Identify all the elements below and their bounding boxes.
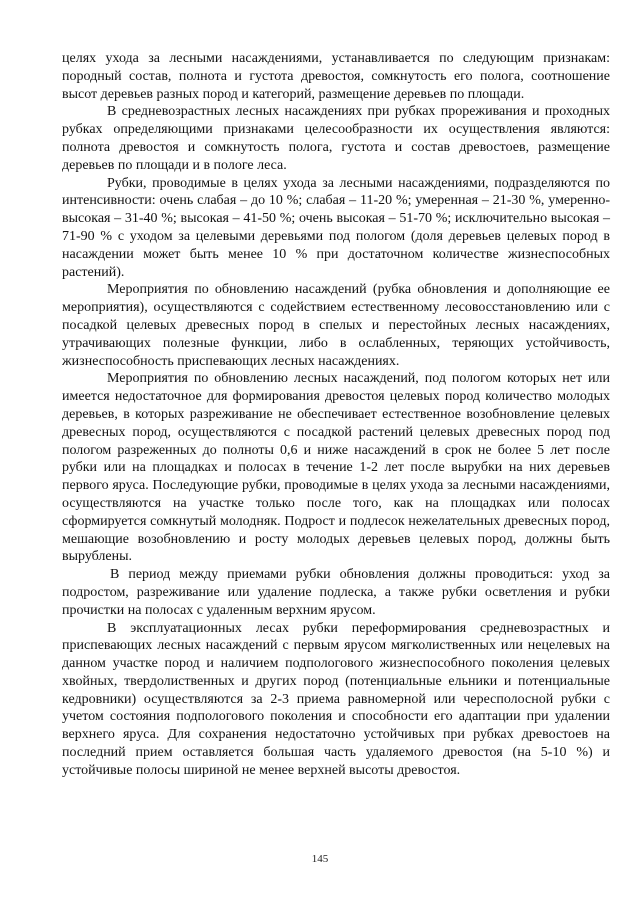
paragraph-renewal-measures: Мероприятия по обновлению насаждений (рубка обновления и дополняющие ее мероприятия), осуществляются с содействием естественному лесовосстановлению или с посадкой целевых древесных пород в спелых и перестойных лесных насаждениях, утрачивающих полезные функции, либо в ослабленных, теряющих устойчивость, жизнеспособность приспевающих лесных насаждениях.: [62, 282, 610, 369]
paragraph-reformation-cuts: В эксплуатационных лесах рубки переформирования средневозрастных и приспевающих лесных насаждений с первым ярусом мягколиственных или нецелевых на данном участке пород и наличием подпологового жизнеспособного поколения целевых хвойных, твердолиственных и других пород (потенциальные ельники и потенциальные кедровники) осуществляются за 2-3 приема равномерной или чересполосной рубки с учетом состояния подпологового поколения и способности его адаптации при удалении верхнего яруса. Для сохранения недостаточно устойчивых при рубках древостоев на последний прием оставляется большая часть удаляемого древостоя (на 5-10 %) и устойчивые полосы шириной не менее верхней высоты древостоя.: [62, 620, 610, 778]
paragraph-continuation: целях ухода за лесными насаждениями, устанавливается по следующим признакам: породный состав, полнота и густота древостоя, сомкнутость его полога, соотношение высот деревьев разных пород и категорий, размещение деревьев по площади.: [62, 51, 610, 102]
paragraph-middle-aged-stands: В средневозрастных лесных насаждениях при рубках прореживания и проходных рубках определяющими признаками целесообразности их осуществления являются: полнота древостоя и сомкнутость полога, густота и состав древостоев, размещение деревьев по площади и в пологе леса.: [62, 104, 610, 173]
paragraph-between-cuts: В период между приемами рубки обновления должны проводиться: уход за подростом, разреживание или удаление подлеска, а также рубки осветления и рубки прочистки на полосах с удаленным верхним ярусом.: [62, 567, 610, 618]
document-body: [62, 50, 610, 780]
paragraph-renewal-under-canopy: Мероприятия по обновлению лесных насаждений, под пологом которых нет или имеется недостаточное для формирования древостоя целевых пород количество молодых деревьев, в которых разреживание не обеспечивает естественное возобновление целевых древесных пород, осуществляются с посадкой растений целевых древесных пород под пологом разреженных до полноты 0,6 и ниже насаждений в срок не более 5 лет после рубки или на площадках и полосах в течение 1-2 лет после вырубки на них деревьев первого яруса. Последующие рубки, проводимые в целях ухода за лесными насаждениями, осуществляются на участке только после того, как на площадках или полосах сформируется сомкнутый молодняк. Подрост и подлесок нежелательных древесных пород, мешающие возобновлению и росту молодых деревьев целевых пород, должны быть вырублены.: [62, 371, 610, 565]
page-number: 145: [311, 853, 329, 865]
paragraph-intensity: Рубки, проводимые в целях ухода за лесными насаждениями, подразделяются по интенсивности: очень слабая – до 10 %; слабая – 11-20 %; умеренная – 21-30 %, умеренно-высокая – 31-40 %; высокая – 41-50 %; очень высокая – 51-70 %; исключительно высокая – 71-90 % с уходом за целевыми деревьями под пологом (доля деревьев целевых пород в насаждении может быть менее 10 % при достаточном количестве жизнеспособных растений).: [62, 175, 610, 280]
